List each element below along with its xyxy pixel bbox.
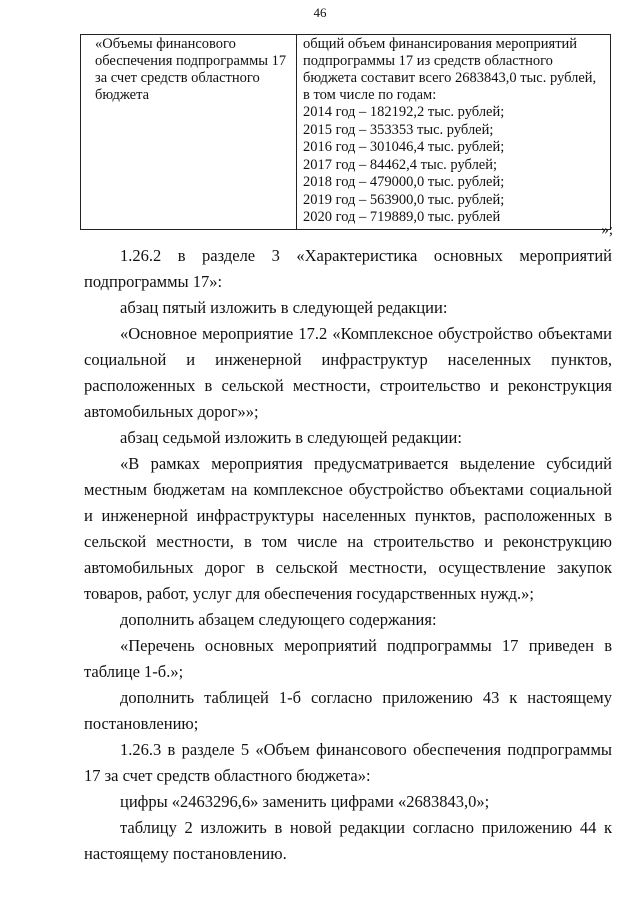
paragraph: «Перечень основных мероприятий подпрограммы 17 приведен в таблице 1-б.»;	[84, 636, 612, 681]
table-close-quote: »;	[601, 222, 613, 238]
paragraph: дополнить таблицей 1-б согласно приложению 43 к настоящему постановлению;	[84, 688, 612, 733]
paragraph: абзац пятый изложить в следующей редакции:	[120, 298, 448, 317]
paragraph: «В рамках мероприятия предусматривается выделение субсидий местным бюджетам на комплексное обустройство объектами социальной и инженерной инфраструктуры населенных пунктов, расположенных в сельской местности, в том числе на строительство и реконструкцию автомобильных дорог в сельской местности, осуществление закупок товаров, работ, услуг для обеспечения государственных нужд.»;	[84, 454, 612, 603]
year-item: 2015 год – 353353 тыс. рублей;	[303, 121, 494, 138]
document-body	[84, 243, 612, 867]
year-item: 2017 год – 84462,4 тыс. рублей;	[303, 156, 498, 173]
table-cell-label: «Объемы финансового обеспечения подпрограммы 17 за счет средств областного бюджета	[81, 35, 297, 230]
table-row	[81, 35, 611, 230]
year-item: 2016 год – 301046,4 тыс. рублей;	[303, 139, 505, 155]
paragraph: дополнить абзацем следующего содержания:	[120, 610, 437, 629]
paragraph: таблицу 2 изложить в новой редакции согласно приложению 44 к настоящему постановлению.	[84, 818, 612, 863]
financing-intro: общий объем финансирования мероприятий подпрограммы 17 из средств областного бюджета составит всего 2683843,0 тыс. рублей, в том числе по годам:	[303, 36, 597, 103]
years-list	[303, 104, 606, 227]
financing-table	[80, 34, 611, 230]
paragraph: цифры «2463296,6» заменить цифрами «2683843,0»;	[120, 792, 490, 811]
paragraph: «Основное мероприятие 17.2 «Комплексное обустройство объектами социальной и инженерной инфраструктур населенных пунктов, расположенных в сельской местности, строительство и реконструкция автомобильных дорог»»;	[84, 324, 612, 421]
year-item: 2014 год – 182192,2 тыс. рублей;	[303, 104, 505, 120]
year-item: 2020 год – 719889,0 тыс. рублей	[303, 209, 501, 225]
year-item: 2018 год – 479000,0 тыс. рублей;	[303, 174, 505, 190]
paragraph: 1.26.3 в разделе 5 «Объем финансового обеспечения подпрограммы 17 за счет средств областного бюджета»:	[84, 740, 612, 785]
page-number: 46	[313, 5, 327, 20]
table-cell-value	[297, 35, 611, 230]
year-item: 2019 год – 563900,0 тыс. рублей;	[303, 191, 505, 208]
paragraph: абзац седьмой изложить в следующей редакции:	[120, 428, 462, 447]
paragraph: 1.26.2 в разделе 3 «Характеристика основных мероприятий подпрограммы 17»:	[84, 246, 612, 291]
